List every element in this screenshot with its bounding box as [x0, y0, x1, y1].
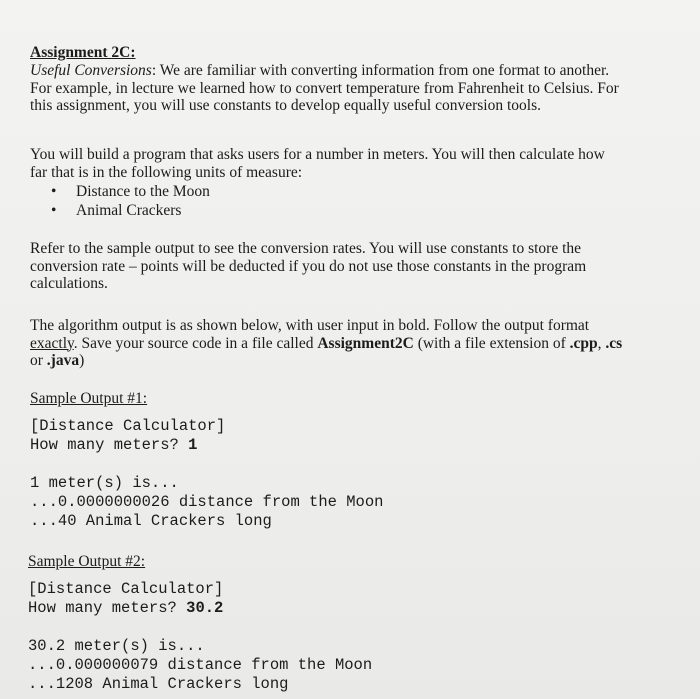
- ext-cpp: .cpp: [569, 334, 598, 352]
- intro-lead: Useful Conversions: [30, 62, 152, 79]
- refer-line-3: calculations.: [30, 275, 108, 292]
- intro-paragraph: [30, 62, 690, 115]
- sample-1-moon-line: ...0.0000000026 distance from the Moon: [30, 493, 384, 511]
- units-list: [30, 183, 690, 221]
- sample-2-crackers-line: ...1208 Animal Crackers long: [28, 675, 289, 693]
- sample-1-prompt-line: [30, 436, 197, 455]
- algorithm-paragraph: [30, 317, 695, 370]
- or-text: or: [30, 352, 47, 369]
- bullet-icon: •: [51, 183, 57, 200]
- sample-1-prompt: How many meters?: [30, 436, 189, 454]
- ext-cs: .cs: [605, 334, 623, 352]
- filename-text: Assignment2C: [317, 334, 414, 352]
- ext-java: .java: [46, 352, 80, 369]
- sample-1-result-intro: 1 meter(s) is...: [30, 474, 179, 492]
- algorithm-line-1: The algorithm output is as shown below, with user input in bold. Follow the output format: [30, 317, 590, 334]
- list-item: [30, 202, 690, 221]
- build-paragraph: [30, 146, 690, 221]
- algorithm-line-3: [30, 352, 695, 370]
- intro-line-3: this assignment, you will use constants to develop equally useful conversion tools.: [30, 97, 542, 114]
- exactly-emphasis: exactly: [30, 334, 74, 352]
- sample-2-calc-title: [Distance Calculator]: [28, 580, 224, 598]
- refer-line-2: conversion rate – points will be deducted if you do not use those constants in the program: [30, 257, 587, 275]
- list-item: [30, 183, 690, 202]
- build-line-1: You will build a program that asks users for a number in meters. You will then calculate how: [30, 146, 605, 163]
- sample-1-crackers-line: ...40 Animal Crackers long: [30, 512, 272, 530]
- algorithm-line-2-text: . Save your source code in a file called: [73, 334, 318, 352]
- intro-line-1: [30, 62, 690, 80]
- bullet-text: Distance to the Moon: [76, 183, 210, 200]
- sample-1-label: Sample Output #1:: [30, 390, 148, 407]
- build-line-2: far that is in the following units of measure:: [30, 163, 303, 181]
- algorithm-line-2: [30, 335, 695, 353]
- sample-2-prompt-line: [28, 599, 223, 618]
- refer-line-1: Refer to the sample output to see the conversion rates. You will use constants to store the: [30, 240, 582, 257]
- sample-2-input: 30.2: [186, 599, 224, 617]
- assignment-heading: Assignment 2C:: [30, 44, 136, 61]
- intro-line-1-text: : We are familiar with converting information from one format to another.: [151, 62, 610, 79]
- close-paren: ): [79, 352, 85, 369]
- sample-2-moon-line: ...0.000000079 distance from the Moon: [28, 656, 373, 674]
- sample-1-calc-title: [Distance Calculator]: [30, 417, 226, 435]
- ext-separator: ,: [597, 334, 606, 352]
- sample-2-label: Sample Output #2:: [28, 553, 146, 570]
- bullet-icon: •: [51, 202, 57, 219]
- extension-intro-text: (with a file extension of: [413, 334, 570, 352]
- sample-1-input: 1: [188, 436, 198, 454]
- sample-2-result-intro: 30.2 meter(s) is...: [28, 637, 205, 655]
- sample-2-prompt: How many meters?: [28, 599, 187, 617]
- refer-paragraph: [30, 240, 690, 293]
- bullet-text: Animal Crackers: [76, 202, 182, 219]
- intro-line-2: For example, in lecture we learned how to convert temperature from Fahrenheit to Celsius. For: [30, 79, 619, 97]
